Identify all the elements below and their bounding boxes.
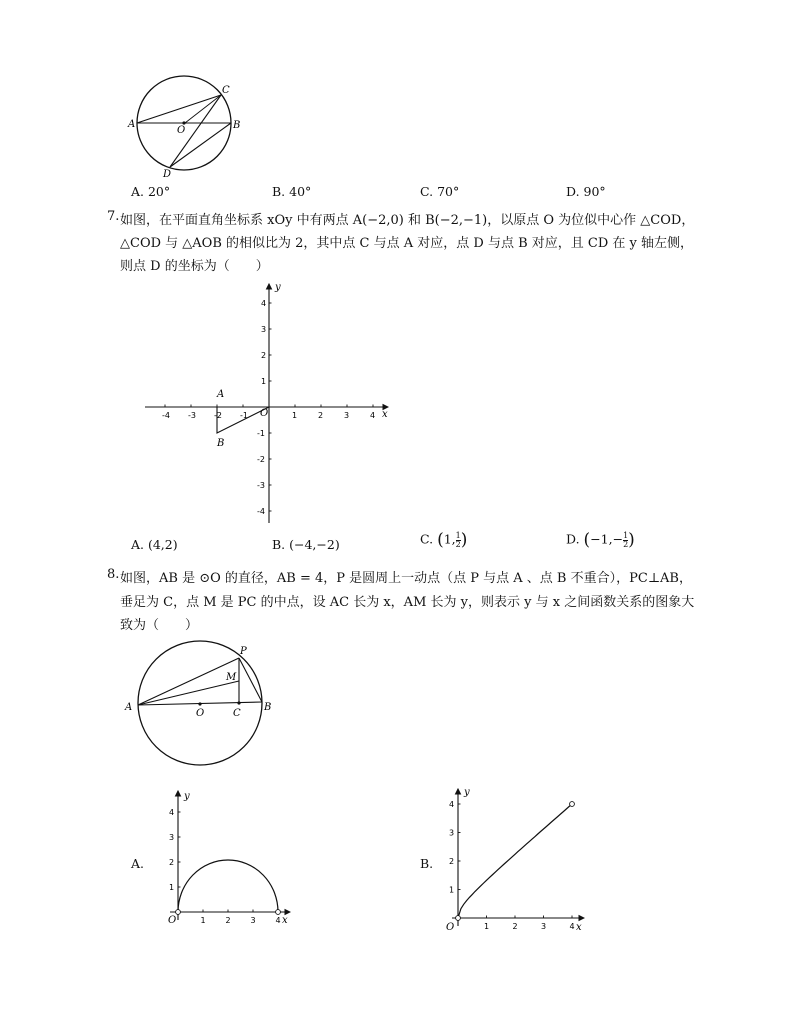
- q6-label-o: O: [177, 125, 186, 136]
- q8a-label-o: O: [168, 915, 177, 926]
- q7-number: 7.: [107, 209, 120, 224]
- q7-label-x: x: [382, 409, 388, 420]
- q8-segment-am: [138, 681, 239, 705]
- q7-y-tick-label: 3: [261, 325, 267, 334]
- q8-number: 8.: [107, 567, 120, 582]
- q8-graph-a[interactable]: [150, 785, 295, 930]
- q8a-open-end: [276, 910, 281, 915]
- q7-x-tick-label: -3: [188, 411, 196, 420]
- q7-x-tick-label: -4: [162, 411, 170, 420]
- q8a-y-tick-label: 4: [169, 808, 175, 817]
- q8b-open-end: [570, 802, 575, 807]
- q8b-y-tick-label: 4: [449, 800, 455, 809]
- q8-c-dot: [237, 701, 240, 704]
- q7-option-d[interactable]: D. (−1,− $\frac{1}{2}$ ): [566, 530, 635, 550]
- q8-label-m: M: [226, 672, 237, 683]
- q8b-label-x: x: [576, 922, 582, 933]
- q8-text-line-3: 致为（ ）: [120, 618, 199, 633]
- q7-x-tick-label: -2: [214, 411, 222, 420]
- q8b-x-tick-label: 4: [569, 922, 575, 931]
- q8a-y-tick-label: 2: [169, 858, 175, 867]
- q8a-x-tick-label: 3: [250, 916, 256, 925]
- q8-label-o: O: [196, 708, 205, 719]
- q7-label-b: B: [217, 438, 225, 449]
- q7-y-tick-label: 2: [261, 351, 267, 360]
- q7-y-tick-label: 1: [261, 377, 267, 386]
- q7-x-tick-label: 3: [344, 411, 350, 420]
- q7-y-tick-label: -3: [257, 481, 265, 490]
- q8b-x-tick-label: 1: [484, 922, 490, 931]
- q7-option-c-num: 1: [455, 530, 461, 540]
- q7-option-c-den: 2: [455, 539, 461, 549]
- q8a-open-start: [176, 910, 181, 915]
- q8a-curve-semicircle: [178, 860, 278, 912]
- q8-circle-figure: [120, 640, 280, 770]
- q7-y-tick-label: -2: [257, 455, 265, 464]
- q7-option-b[interactable]: B. (−4,−2): [272, 537, 340, 552]
- q7-text-line-2: △COD 与 △AOB 的相似比为 2，其中点 C 与点 A 对应，点 D 与点 B 对应，且 CD 在 y 轴左侧，: [120, 236, 694, 251]
- q8b-open-start: [456, 916, 461, 921]
- q6-label-b: B: [233, 120, 241, 131]
- q7-option-c[interactable]: C. (1, $\frac{1}{2}$ ): [420, 530, 468, 550]
- q8b-x-tick-label: 2: [512, 922, 518, 931]
- q8-option-a[interactable]: A.: [131, 856, 145, 871]
- q8a-x-tick-label: 2: [225, 916, 231, 925]
- q8b-y-tick-label: 2: [449, 857, 455, 866]
- q7-text-line-1: 如图，在平面直角坐标系 xOy 中有两点 A(−2,0) 和 B(−2,−1)，以原点 O 为位似中心作 △COD，: [120, 213, 695, 228]
- q7-x-tick-label: 2: [318, 411, 324, 420]
- q8a-x-tick-label: 4: [275, 916, 281, 925]
- q7-x-tick-label: 4: [370, 411, 376, 420]
- q6-option-d[interactable]: D. 90°: [566, 184, 606, 199]
- q8a-y-tick-label: 3: [169, 833, 175, 842]
- q8-text-line-2: 垂足为 C，点 M 是 PC 的中点，设 AC 长为 x，AM 长为 y，则表示 y 与 x 之间函数关系的图象大: [120, 595, 695, 610]
- q8a-label-y: y: [184, 791, 190, 802]
- q8b-curve-sqrt: [458, 804, 572, 918]
- q6-label-a: A: [128, 119, 136, 130]
- q7-label-y: y: [275, 282, 281, 293]
- q8-center-dot: [198, 702, 201, 705]
- q6-circle-figure: [125, 75, 250, 180]
- q7-option-d-first: −1,−: [590, 531, 624, 547]
- q7-y-tick-label: -1: [257, 429, 265, 438]
- q8a-x-tick-label: 1: [200, 916, 206, 925]
- q7-option-c-prefix: C.: [420, 531, 434, 547]
- q7-option-d-prefix: D.: [566, 531, 580, 547]
- q6-option-a[interactable]: A. 20°: [131, 184, 171, 199]
- q6-option-c[interactable]: C. 70°: [420, 184, 460, 199]
- q8b-x-tick-label: 3: [541, 922, 547, 931]
- q6-option-b[interactable]: B. 40°: [272, 184, 312, 199]
- q7-label-a: A: [217, 389, 225, 400]
- q6-chord-ac: [137, 95, 221, 123]
- q7-option-a[interactable]: A. (4,2): [131, 537, 178, 552]
- q7-x-tick-label: 1: [292, 411, 298, 420]
- q8a-label-x: x: [282, 915, 288, 926]
- q8-option-b[interactable]: B.: [420, 856, 434, 871]
- q8b-label-o: O: [446, 922, 455, 933]
- q7-text-line-3: 则点 D 的坐标为（ ）: [120, 259, 269, 274]
- q7-option-c-first: 1,: [443, 531, 456, 547]
- q8-chord-pb: [239, 658, 262, 702]
- q7-label-o: O: [260, 408, 269, 419]
- q7-option-d-num: 1: [623, 530, 629, 540]
- q8-text-line-1: 如图，AB 是 ⊙O 的直径，AB = 4，P 是圆周上一动点（点 P 与点 A 、点 B 不重合），PC⊥AB，: [120, 571, 692, 586]
- q7-y-tick-label: 4: [261, 299, 267, 308]
- q6-label-c: C: [222, 85, 230, 96]
- q8-label-c: C: [233, 708, 241, 719]
- q8b-ticks: [449, 800, 575, 931]
- q7-option-d-den: 2: [623, 539, 629, 549]
- q8-chord-ap: [138, 658, 239, 705]
- q8-label-b: B: [264, 702, 272, 713]
- q8a-y-tick-label: 1: [169, 883, 175, 892]
- q8b-y-tick-label: 1: [449, 885, 455, 895]
- q6-label-d: D: [163, 169, 172, 180]
- q7-x-tick-label: -1: [240, 411, 248, 420]
- q7-y-tick-label: -4: [257, 507, 265, 516]
- q8-label-p: P: [240, 646, 247, 657]
- q8b-label-y: y: [464, 787, 470, 798]
- q8b-y-tick-label: 3: [449, 828, 455, 838]
- q7-coordinate-graph: [140, 280, 395, 525]
- q8a-ticks: [169, 808, 281, 925]
- q8-label-a: A: [125, 702, 133, 713]
- q6-chord-ad: [185, 95, 221, 123]
- q8-graph-b[interactable]: [438, 785, 588, 935]
